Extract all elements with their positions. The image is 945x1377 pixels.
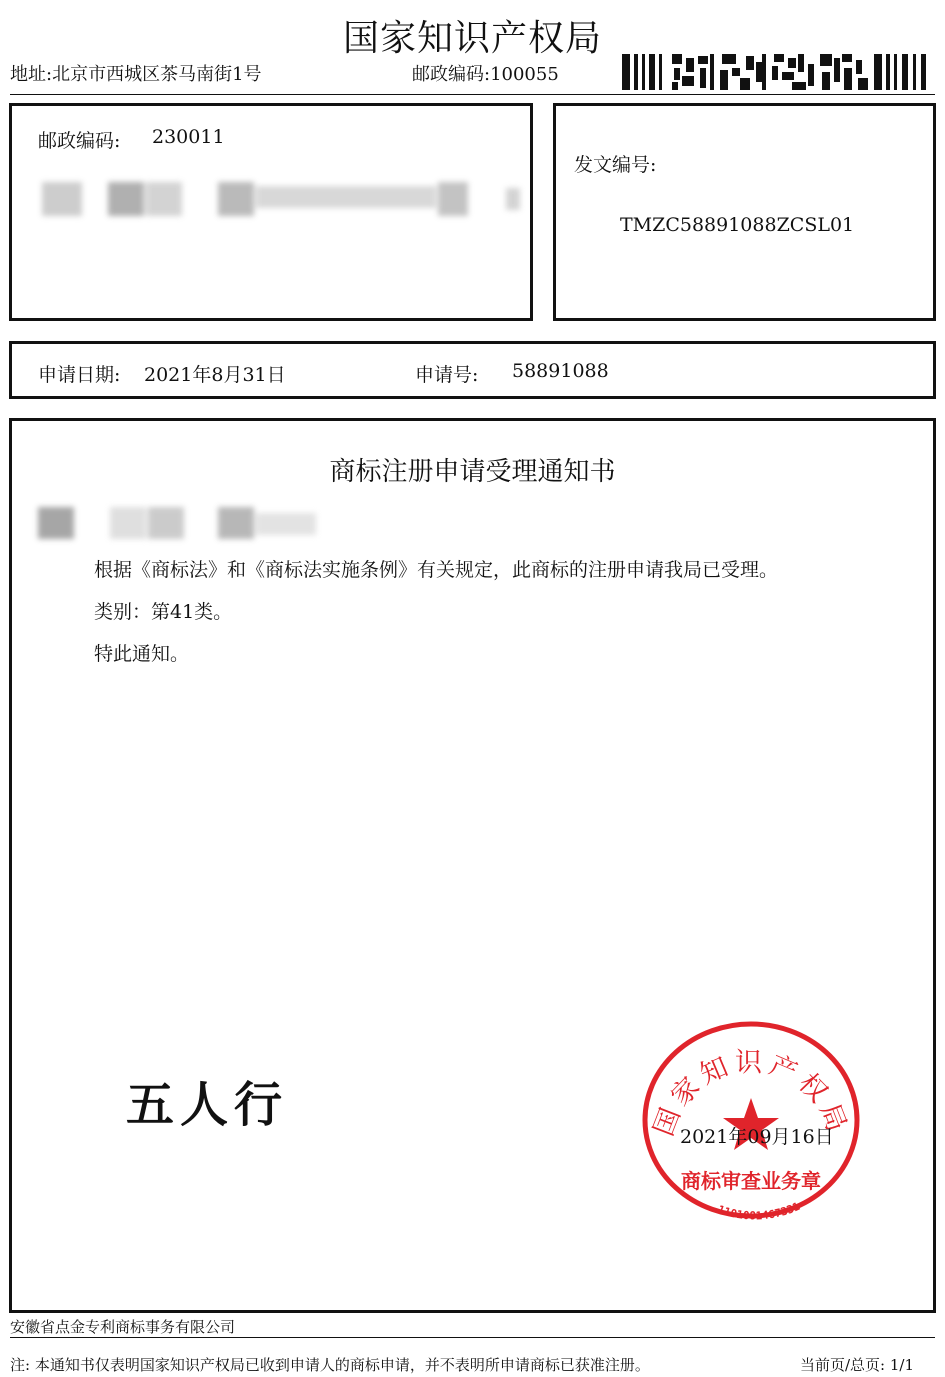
application-date-label: 申请日期:: [38, 364, 121, 386]
footer-note: 注: 本通知书仅表明国家知识产权局已收到申请人的商标申请，并不表明所申请商标已获准注册。: [10, 1356, 650, 1374]
page-indicator: 当前页/总页: 1/1: [800, 1356, 915, 1374]
doc-number-value: TMZC58891088ZCSL01: [620, 214, 855, 236]
application-number-label: 申请号:: [415, 364, 479, 386]
seal-bottom-text: 商标审查业务章: [681, 1169, 821, 1193]
notice-date: 2021年09月16日: [680, 1126, 834, 1148]
trademark-sample: 五人行: [126, 1077, 289, 1133]
recipient-address-redacted: [42, 182, 522, 218]
footer-divider: [10, 1337, 935, 1338]
official-seal: [640, 1020, 862, 1220]
recipient-postcode: 230011: [152, 126, 225, 148]
notice-paragraph-3: 特此通知。: [94, 643, 190, 665]
application-date: 2021年8月31日: [144, 364, 286, 386]
application-info-box: [9, 341, 936, 399]
doc-number-label: 发文编号:: [574, 154, 657, 176]
notice-paragraph-1: 根据《商标法》和《商标法实施条例》有关规定，此商标的注册申请我局已受理。: [94, 559, 779, 581]
seal-serial: 1101081467331: [715, 1199, 802, 1220]
office-postcode: 邮政编码:100055: [412, 64, 559, 85]
header-divider: [10, 94, 935, 95]
barcode-icon: [622, 54, 928, 90]
recipient-postcode-label: 邮政编码:: [38, 130, 121, 152]
notice-paragraph-2: 类别：第41类。: [94, 601, 233, 623]
agency-name: 安徽省点金专利商标事务有限公司: [10, 1318, 236, 1336]
notice-title: 商标注册申请受理通知书: [329, 457, 616, 487]
doc-number-box: [553, 103, 936, 321]
recipient-box: [9, 103, 533, 321]
application-number: 58891088: [512, 360, 609, 382]
applicant-name-redacted: [38, 505, 338, 541]
seal-top-text: 国家知识产权局: [648, 1047, 854, 1141]
office-title: 国家知识产权局: [342, 18, 602, 59]
office-address: 地址:北京市西城区茶马南街1号: [10, 64, 262, 85]
